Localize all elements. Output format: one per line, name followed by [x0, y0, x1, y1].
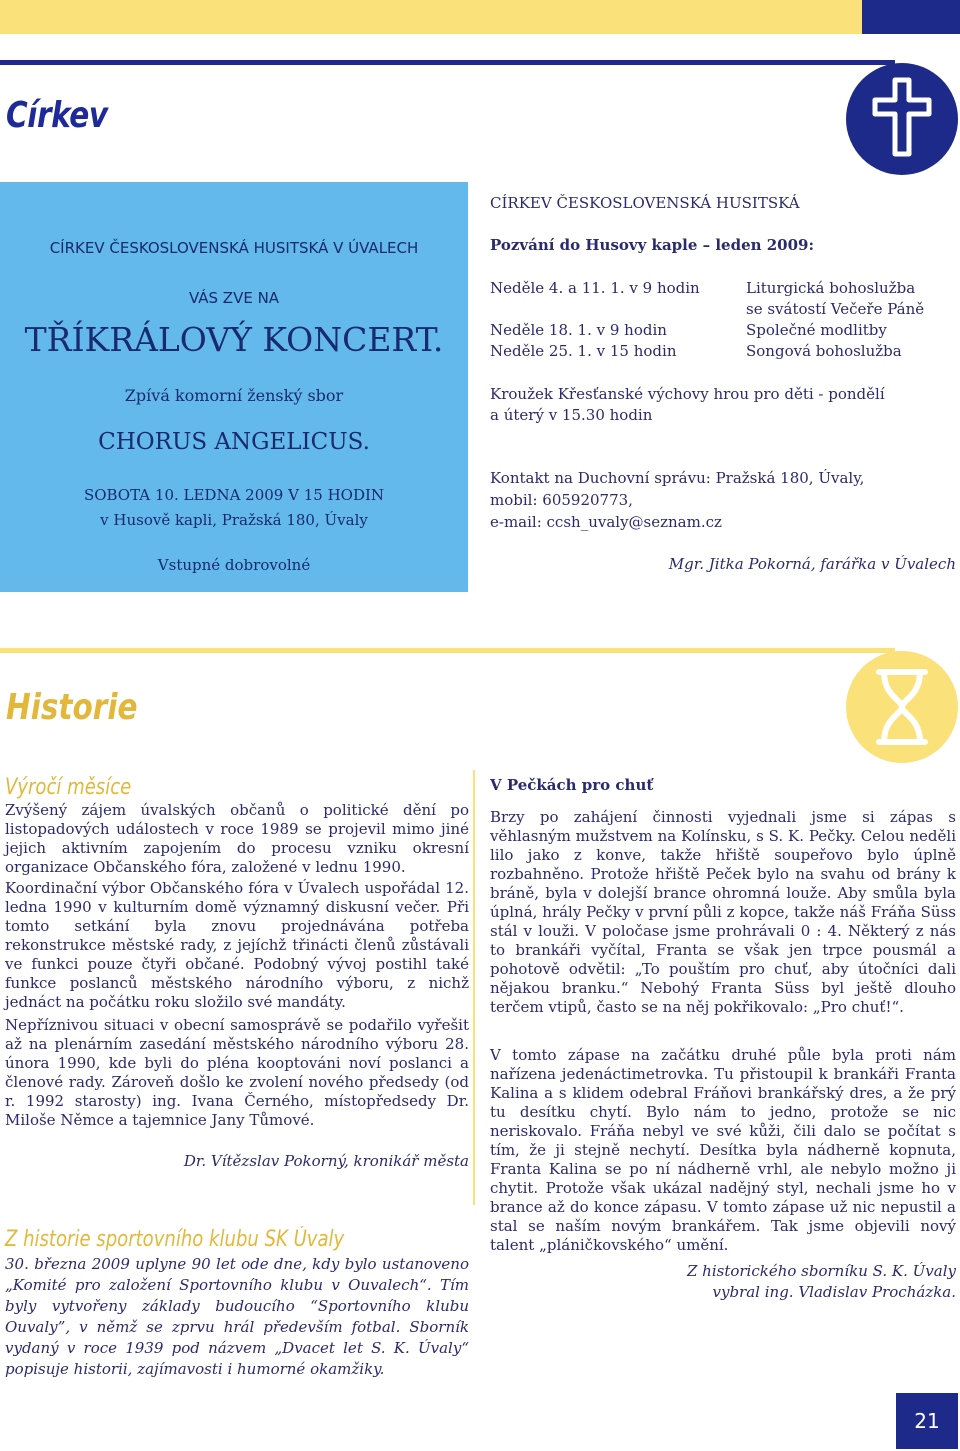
church-invitation: Pozvání do Husovy kaple – leden 2009:: [490, 236, 815, 254]
contact-line-1: Kontakt na Duchovní správu: Pražská 180, Úvaly,: [490, 469, 865, 487]
vyroci-title: Výročí měsíce: [5, 775, 132, 800]
schedule-when-4: Neděle 25. 1. v 15 hodin: [490, 342, 677, 360]
concert-invite: VÁS ZVE NA: [188, 289, 280, 307]
concert-box: [0, 182, 468, 592]
pecky-paragraph-1: Brzy po zahájení činnosti vyjednali jsme si zápas s věhlasným mužstvem na Kolínsku, s S. K. Pečky. Celou neděli lilo jako z konve, takže hřiště soupeřovo bylo úplně rozbahněno. Protože hřiště Peček bylo na svahu od brány k bráně, byla v dolejší brance ohromná louže. Aby smůla byla úplná, hrály Pečky v první půli z kopce, takže náš Fráňa Süss stál v louži. V poločase jsme prohrávali 0 : 4. Některý z nás to brankáři vyčítal, Franta se však jen trpce pousmál a pohotově odvětil: „To pouštím pro chuť, aby útočníci dali nějakou branku.“ Nebohý Franta Süss byl ještě dlouho terčem vtipů, často se na něj pokřikovalo: „Pro chuť!“.: [490, 808, 956, 1016]
header-bar: [0, 0, 960, 34]
vyroci-paragraph-3: Nepříznivou situaci v obecní samosprávě se podařilo vyřešit až na plenárním zasedání městského národního výboru 28. února 1990, kde byli do pléna kooptováni noví poslanci a členové rady. Zároveň došlo ke zvolení nového předsedy (od r. 1992 starosty) ing. Ivana Černého, místopředsedy Dr. Miloše Němce a tajemnice Jany Tůmové.: [5, 1016, 469, 1129]
concert-event: TŘÍKRÁLOVÝ KONCERT.: [24, 320, 444, 359]
vyroci-paragraph-2: Koordinační výbor Občanského fóra v Úvalech uspořádal 12. ledna 1990 v kulturním domě významný diskusní večer. Při tomto setkání byla znovu projednávána potřeba rekonstrukce městské rady, z jejíchž třinácti členů zůstávali ve funkci pouze čtyři občané. Podobný vývoj postihl také funkce poslanců městského národního výboru, z nichž jednáct na počátku roku složilo své mandáty.: [5, 879, 469, 1011]
concert-place: v Husově kapli, Pražská 180, Úvaly: [100, 511, 368, 529]
pecky-title: V Pečkách pro chuť: [490, 776, 654, 794]
section-rule-cirkev: [0, 60, 895, 65]
vyroci-signature: Dr. Vítězslav Pokorný, kronikář města: [183, 1152, 469, 1170]
schedule-what-3: Společné modlitby: [746, 321, 887, 339]
pecky-signature-2: vybral ing. Vladislav Procházka.: [712, 1283, 956, 1301]
concert-date: SOBOTA 10. LEDNA 2009 V 15 HODIN: [83, 486, 385, 504]
concert-choir: CHORUS ANGELICUS.: [98, 429, 370, 455]
schedule-when-1: Neděle 4. a 11. 1. v 9 hodin: [490, 279, 700, 297]
pecky-paragraph-2: V tomto zápase na začátku druhé půle byla proti nám nařízena jedenáctimetrovka. Tu přistoupil k brankáři Franta Kalina a s klidem odebral Fráňovi brankářský dres, a že prý tu desítku chytí. Bylo nám to jedno, protože se nic neriskovalo. Fráňa nebyl ve své kůži, čili dalo se počítat s tím, že ji stejně nechytí. Desítka byla nádherně kopnuta, Franta Kalina se po ní nádherně vrhl, ale nebylo možno ji chytit. Protože však ukázal nadějný styl, nechali jsme ho v brance až do konce zápasu. V tomto zápase už nic nepustil a stal se naším novým brankářem. Tak jsme objevili nový talent „pláničkovského“ umění.: [490, 1046, 956, 1254]
schedule-when-2: [490, 299, 740, 320]
church-signature: Mgr. Jitka Pokorná, farářka v Úvalech: [668, 555, 956, 573]
schedule-what-2: se svátostí Večeře Páně: [746, 300, 925, 318]
hourglass-icon: [845, 650, 959, 764]
section-title-cirkev: Církev: [6, 95, 108, 136]
krouzek-line-1: Kroužek Křesťanské výchovy hrou pro děti - pondělí: [490, 385, 885, 403]
cross-icon: [845, 62, 959, 176]
church-org: CÍRKEV ČESKOSLOVENSKÁ HUSITSKÁ: [490, 194, 800, 212]
column-divider: [473, 770, 475, 1205]
vyroci-paragraph-1: Zvýšený zájem úvalských občanů o politické dění po listopadových událostech v roce 1989 se projevil mimo jiné jejich aktivním zapojením do procesu vzniku okresní organizace Občanského fóra, založené v lednu 1990.: [5, 801, 469, 876]
concert-sings: Zpívá komorní ženský sbor: [124, 386, 344, 405]
issue-number: 1/2009: [874, 3, 959, 28]
sport-intro: 30. března 2009 uplyne 90 let ode dne, kdy bylo ustanoveno „Komité pro založení Sportovního klubu v Ouvalech“. Tím byly vytvořeny základy budoucího “Sportovního klubu Ouvaly”, v němž se zprvu hrál především fotbal. Sborník vydaný v roce 1939 pod názvem „Dvacet let S. K. Úvaly“ popisuje historii, zajímavosti i humorné okamžiky.: [5, 1255, 469, 1378]
concert-entry: Vstupné dobrovolné: [157, 556, 311, 574]
section-rule-historie: [0, 648, 895, 653]
sport-title: Z historie sportovního klubu SK Úvaly: [5, 1227, 345, 1252]
section-title-historie: Historie: [6, 687, 138, 728]
page-number: 21: [914, 1409, 940, 1433]
page-number-box: [896, 1393, 958, 1449]
contact-email[interactable]: e-mail: ccsh_uvaly@seznam.cz: [490, 513, 722, 531]
contact-mobile: mobil: 605920773,: [490, 491, 633, 509]
krouzek-line-2: a úterý v 15.30 hodin: [490, 406, 653, 424]
schedule-list: [490, 278, 955, 362]
pecky-signature-1: Z historického sborníku S. K. Úvaly: [686, 1262, 956, 1280]
schedule-what-1: Liturgická bohoslužba: [746, 279, 916, 297]
schedule-when-3: Neděle 18. 1. v 9 hodin: [490, 321, 667, 339]
concert-org: CÍRKEV ČESKOSLOVENSKÁ HUSITSKÁ V ÚVALECH: [49, 239, 419, 257]
schedule-what-4: Songová bohoslužba: [746, 342, 902, 360]
